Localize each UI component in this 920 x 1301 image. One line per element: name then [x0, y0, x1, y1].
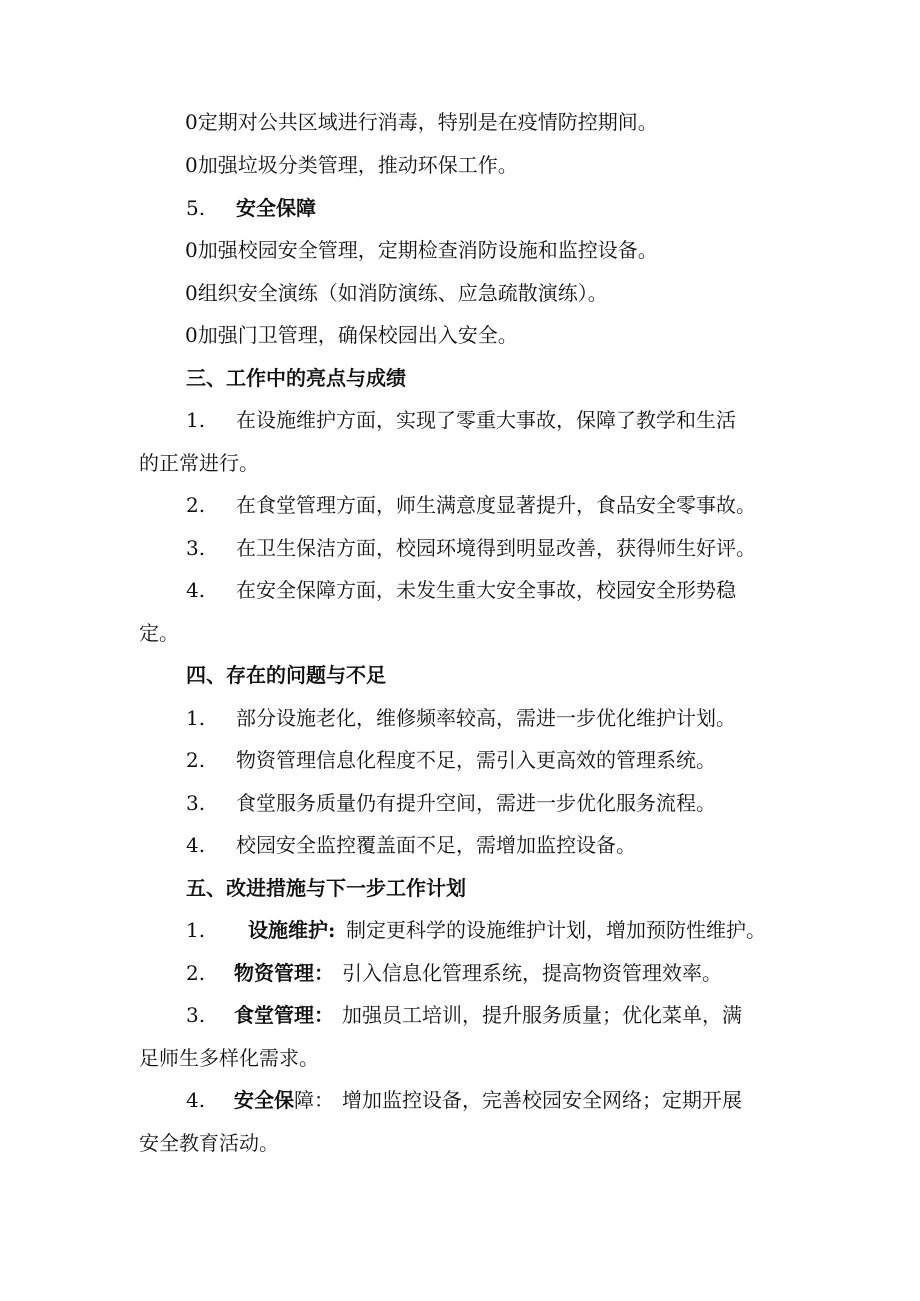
improvement-text-continued: 安全教育活动。	[139, 1131, 279, 1155]
improvement-number: 3.	[186, 1003, 206, 1027]
problem-text: 校园安全监控覆盖面不足，需增加监控设备。	[236, 833, 636, 857]
highlight-text: 在食堂管理方面，师生满意度显著提升，食品安全零事故。	[236, 493, 756, 517]
improvement-label: 物资管理：	[234, 961, 334, 985]
improvement-number: 4.	[186, 1088, 206, 1112]
problem-number: 2.	[186, 748, 206, 772]
improvement-label: 食堂管理：	[234, 1003, 334, 1027]
highlight-text: 在设施维护方面，实现了零重大事故，保障了教学和生活	[236, 408, 736, 432]
problem-text: 部分设施老化，维修频率较高，需进一步优化维护计划。	[236, 706, 736, 730]
safety-item: 0组织安全演练（如消防演练、应急疏散演练）。	[185, 281, 608, 305]
improvements-heading: 五、改进措施与下一步工作计划	[186, 876, 466, 900]
problem-number: 1.	[186, 706, 206, 730]
safety-item: 0加强校园安全管理，定期检查消防设施和监控设备。	[185, 238, 658, 262]
safety-title: 安全保障	[236, 196, 316, 220]
highlight-number: 4.	[186, 578, 206, 602]
problem-number: 4.	[186, 833, 206, 857]
problems-heading: 四、存在的问题与不足	[186, 663, 386, 687]
improvement-number: 2.	[186, 961, 206, 985]
problem-text: 食堂服务质量仍有提升空间，需进一步优化服务流程。	[236, 791, 716, 815]
highlights-heading: 三、工作中的亮点与成绩	[186, 366, 406, 390]
improvement-number: 1.	[186, 918, 206, 942]
highlight-text-continued: 定。	[139, 621, 179, 645]
safety-number: 5.	[186, 196, 206, 220]
improvement-text: 引入信息化管理系统，提高物资管理效率。	[342, 961, 722, 985]
hygiene-item: 0定期对公共区域进行消毒，特别是在疫情防控期间。	[185, 110, 658, 134]
improvement-text: 加强员工培训，提升服务质量；优化菜单，满	[342, 1003, 742, 1027]
improvement-text: 增加监控设备，完善校园安全网络；定期开展	[342, 1088, 742, 1112]
safety-item: 0加强门卫管理，确保校园出入安全。	[185, 323, 518, 347]
improvement-text: 制定更科学的设施维护计划，增加预防性维护。	[346, 918, 766, 942]
improvement-label-rest: 障：	[294, 1088, 334, 1112]
highlight-number: 2.	[186, 493, 206, 517]
highlight-number: 3.	[186, 536, 206, 560]
highlight-text: 在卫生保洁方面，校园环境得到明显改善，获得师生好评。	[236, 536, 756, 560]
problem-text: 物资管理信息化程度不足，需引入更高效的管理系统。	[236, 748, 716, 772]
improvement-label: 设施维护:	[248, 918, 336, 942]
improvement-label	[234, 1090, 334, 1110]
highlight-number: 1.	[186, 408, 206, 432]
improvement-label-bold: 安全保	[234, 1088, 294, 1112]
highlight-text: 在安全保障方面，未发生重大安全事故，校园安全形势稳	[236, 578, 736, 602]
highlight-text-continued: 的正常进行。	[139, 451, 259, 475]
problem-number: 3.	[186, 791, 206, 815]
improvement-text-continued: 足师生多样化需求。	[139, 1046, 319, 1070]
hygiene-item: 0加强垃圾分类管理，推动环保工作。	[185, 153, 518, 177]
